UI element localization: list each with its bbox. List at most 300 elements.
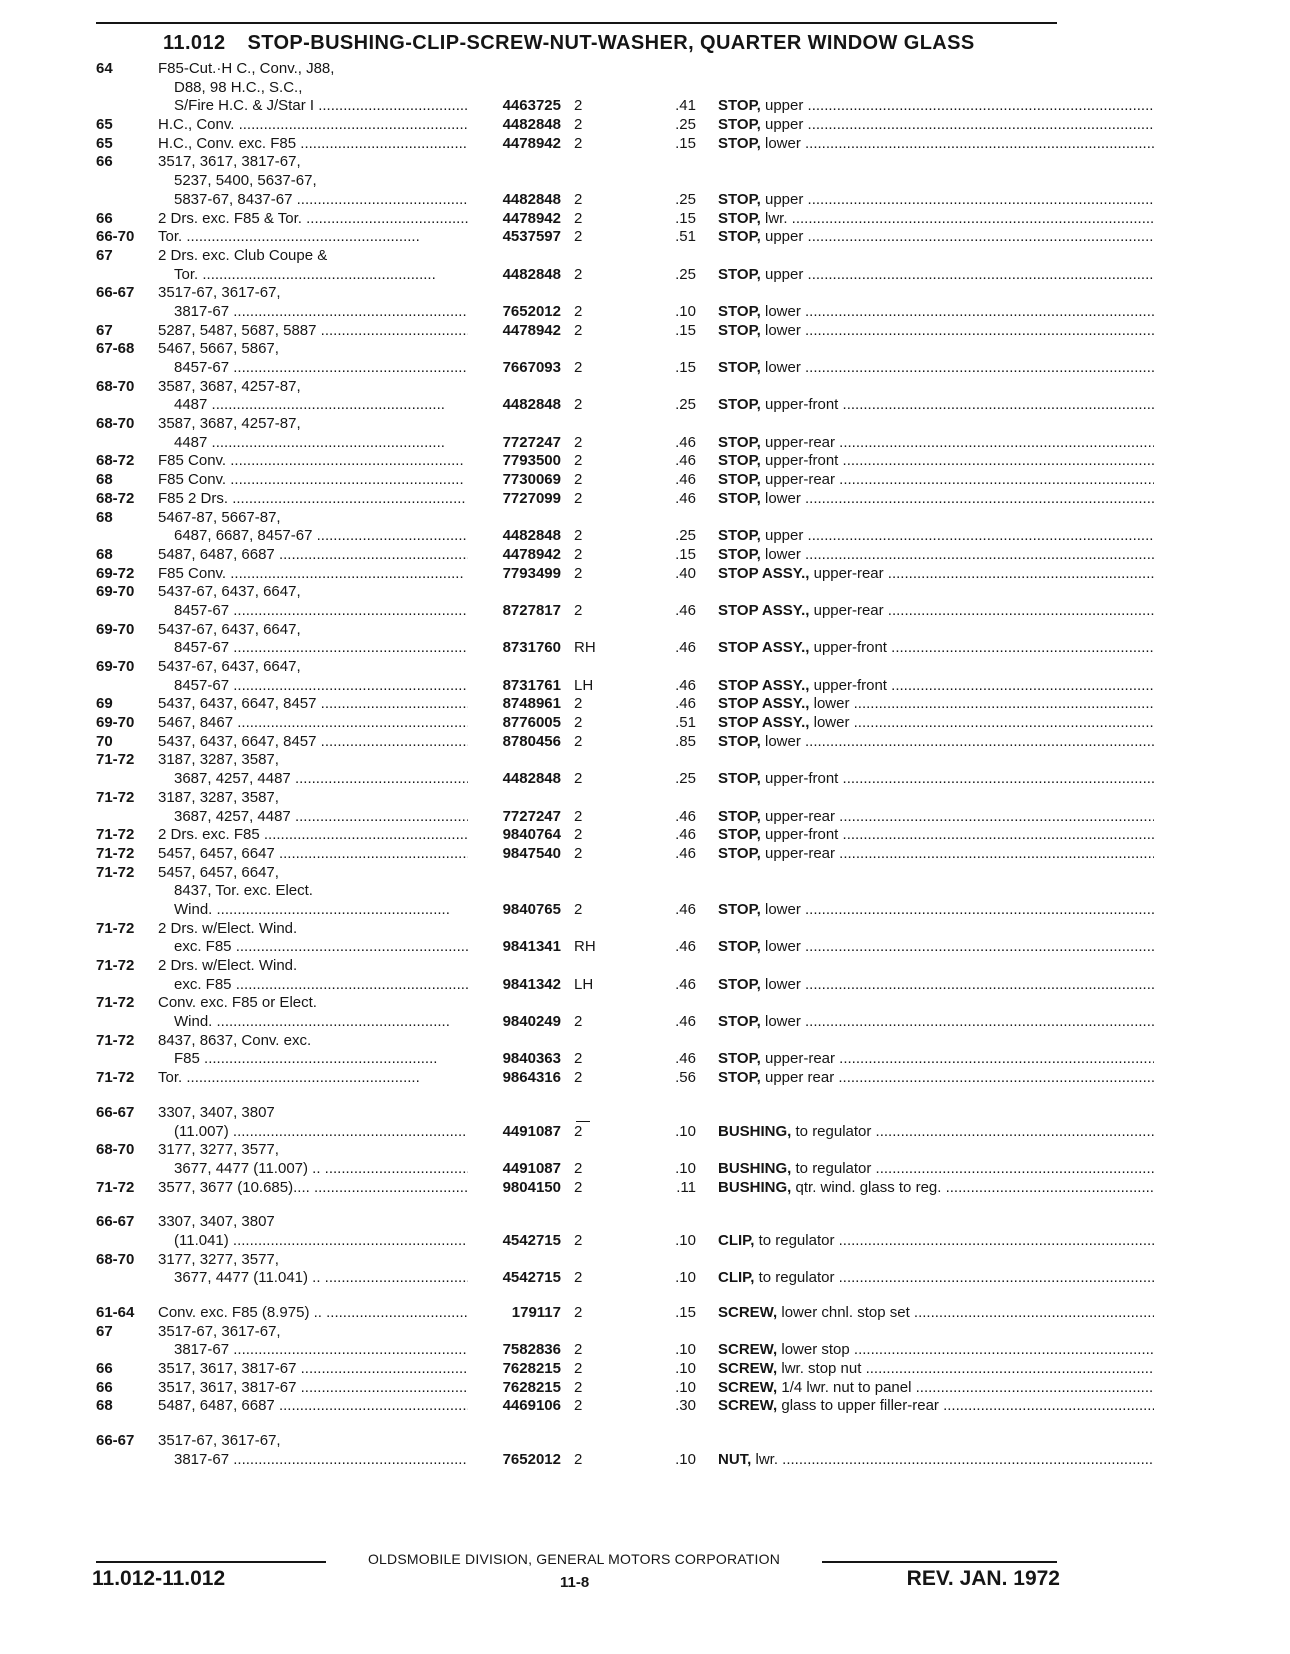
year-range: 64 xyxy=(96,60,113,77)
quantity: LH xyxy=(574,975,594,993)
part-name: STOP ASSY., xyxy=(718,564,810,582)
part-description xyxy=(718,1013,1154,1032)
model-application: 3187, 3287, 3587, xyxy=(158,788,279,806)
part-description xyxy=(718,938,1154,957)
part-number: 7793500 xyxy=(502,452,561,470)
year-range: 68-70 xyxy=(96,415,135,433)
part-name: BUSHING, xyxy=(718,1159,792,1177)
part-name: STOP, xyxy=(718,938,761,956)
year-range: 69-70 xyxy=(96,583,135,601)
quantity: 2 xyxy=(574,695,583,713)
year-range: 68-72 xyxy=(96,489,135,507)
part-detail: upper-rear xyxy=(760,433,836,451)
price: .10 xyxy=(675,302,696,320)
model-application: (11.041) ..... xyxy=(174,1232,468,1251)
table-row xyxy=(96,565,1061,584)
part-detail: lower xyxy=(760,1013,801,1031)
model-application: 4487 ..... xyxy=(174,396,468,415)
part-description xyxy=(718,1269,1154,1288)
quantity: 2 xyxy=(574,359,583,376)
quantity: 2 xyxy=(574,1341,583,1359)
model-application: 4487 ..... xyxy=(174,434,468,453)
part-description xyxy=(718,135,1154,154)
model-application: 5457, 6457, 6647 ..... xyxy=(158,845,468,864)
part-name: STOP, xyxy=(718,1050,761,1068)
price: .46 xyxy=(675,433,696,451)
part-detail: lower xyxy=(760,732,801,750)
part-number: 4491087 xyxy=(502,1122,561,1140)
model-application: 8457-67 ..... xyxy=(174,639,468,658)
table-row xyxy=(96,79,1061,98)
part-number: 9864316 xyxy=(502,1069,561,1087)
part-detail: lower xyxy=(760,489,801,507)
part-description xyxy=(718,1451,1154,1470)
model-application: 5437, 6437, 6647, 8457 ..... xyxy=(158,695,468,714)
quantity: 2 xyxy=(574,97,583,115)
table-row xyxy=(96,1069,1061,1088)
price: .15 xyxy=(675,209,696,227)
year-range: 66 xyxy=(96,1360,113,1378)
table-row xyxy=(96,97,1061,116)
part-description xyxy=(718,1160,1154,1179)
part-detail: upper-front xyxy=(760,452,839,470)
price: .46 xyxy=(675,826,696,844)
header-rule xyxy=(96,22,1057,24)
price: .11 xyxy=(676,1178,696,1196)
part-number: 4482848 xyxy=(502,265,561,283)
model-application: 8457-67 ..... xyxy=(174,602,468,621)
year-range: 70 xyxy=(96,732,113,750)
model-application: 3307, 3407, 3807 xyxy=(158,1213,275,1231)
model-application: 2 Drs. exc. F85 ..... xyxy=(158,826,468,845)
table-row xyxy=(96,1341,1061,1360)
part-detail: to regulator xyxy=(754,1269,835,1287)
model-application: 5437, 6437, 6647, 8457 ..... xyxy=(158,733,468,752)
table-row xyxy=(96,714,1061,733)
quantity: 2 xyxy=(574,321,583,339)
table-row xyxy=(96,434,1061,453)
quantity: 2 xyxy=(574,489,583,507)
part-name: STOP, xyxy=(718,807,761,825)
model-application: 3517-67, 3617-67, xyxy=(158,284,281,302)
quantity: 2 xyxy=(574,1159,583,1177)
part-number: 4478942 xyxy=(502,545,561,563)
part-number: 4478942 xyxy=(502,134,561,152)
part-number: 7730069 xyxy=(502,471,561,489)
part-name: STOP, xyxy=(718,209,761,227)
table-row xyxy=(96,490,1061,509)
quantity: 2 xyxy=(574,452,583,470)
table-row xyxy=(96,415,1061,434)
part-number: 4482848 xyxy=(502,770,561,788)
part-description xyxy=(718,322,1154,341)
part-description xyxy=(718,677,1154,696)
part-number: 9841342 xyxy=(502,975,561,993)
part-name: STOP, xyxy=(718,302,761,320)
table-row xyxy=(96,602,1061,621)
year-range: 68-70 xyxy=(96,1141,135,1159)
part-description xyxy=(718,210,1154,229)
year-range: 61-64 xyxy=(96,1304,135,1321)
part-name: STOP, xyxy=(718,396,761,414)
part-number: 7628215 xyxy=(502,1360,561,1378)
model-application: 3177, 3277, 3577, xyxy=(158,1141,279,1159)
part-name: STOP, xyxy=(718,190,761,208)
part-number: 9804150 xyxy=(502,1178,561,1196)
part-name: STOP ASSY., xyxy=(718,601,810,619)
part-number: 8731760 xyxy=(502,639,561,657)
part-number: 9840765 xyxy=(502,900,561,918)
part-description xyxy=(718,976,1154,995)
year-range: 66-70 xyxy=(96,228,135,246)
part-name: SCREW, xyxy=(718,1341,778,1359)
part-number: 7582836 xyxy=(502,1341,561,1359)
part-detail: upper-front xyxy=(760,826,839,844)
price: .46 xyxy=(675,489,696,507)
table-row xyxy=(96,901,1061,920)
price: .25 xyxy=(675,527,696,545)
table-row xyxy=(96,471,1061,490)
part-name: CLIP, xyxy=(718,1269,755,1287)
quantity: 2 xyxy=(574,1360,583,1378)
part-description xyxy=(718,191,1154,210)
part-description xyxy=(718,434,1154,453)
table-row xyxy=(96,1251,1061,1270)
quantity: 2 xyxy=(574,601,583,619)
price: .51 xyxy=(675,714,696,732)
model-application: 3517-67, 3617-67, xyxy=(158,1432,281,1450)
part-number: 4469106 xyxy=(502,1397,561,1415)
quantity: 2 xyxy=(574,1122,583,1140)
quantity: 2 xyxy=(574,209,583,227)
model-application: Conv. exc. F85 or Elect. xyxy=(158,994,317,1012)
model-application: 3677, 4477 (11.007) .. ..... xyxy=(174,1160,468,1179)
part-detail: upper-rear xyxy=(760,844,836,862)
table-row xyxy=(96,135,1061,154)
price: .10 xyxy=(675,1269,696,1287)
part-name: STOP, xyxy=(718,228,761,246)
model-application: 8437, 8637, Conv. exc. xyxy=(158,1031,312,1049)
part-detail: upper xyxy=(760,527,804,545)
table-row xyxy=(96,340,1061,359)
price: .30 xyxy=(675,1397,696,1415)
part-name: STOP, xyxy=(718,770,761,788)
table-row xyxy=(96,1269,1061,1288)
part-description xyxy=(718,452,1154,471)
quantity: 2 xyxy=(574,732,583,750)
part-name: SCREW, xyxy=(718,1397,778,1415)
year-range: 71-72 xyxy=(96,1178,135,1196)
part-description xyxy=(718,826,1154,845)
quantity: 2 xyxy=(574,116,583,134)
model-application: F85 ..... xyxy=(174,1050,468,1069)
table-row xyxy=(96,378,1061,397)
part-number: 7628215 xyxy=(502,1378,561,1396)
price: .46 xyxy=(675,1013,696,1031)
part-number: 179117 xyxy=(511,1304,561,1321)
footer-corporation: OLDSMOBILE DIVISION, GENERAL MOTORS CORPORATION xyxy=(367,1551,781,1567)
price: .46 xyxy=(675,471,696,489)
section-title: STOP-BUSHING-CLIP-SCREW-NUT-WASHER, QUARTER WINDOW GLASS xyxy=(247,32,975,54)
table-row xyxy=(96,808,1061,827)
part-description xyxy=(718,490,1154,509)
model-application: 3687, 4257, 4487 ..... xyxy=(174,770,468,789)
model-application: 5837-67, 8437-67 ..... xyxy=(174,191,468,210)
part-description xyxy=(718,228,1154,247)
table-row xyxy=(96,658,1061,677)
quantity: 2 xyxy=(574,826,583,844)
model-application: H.C., Conv. exc. F85 ..... xyxy=(158,135,468,154)
model-application: 3177, 3277, 3577, xyxy=(158,1250,279,1268)
table-row xyxy=(96,677,1061,696)
model-application: 3687, 4257, 4487 ..... xyxy=(174,808,468,827)
part-detail: qtr. wind. glass to reg. xyxy=(791,1178,942,1196)
handwritten-dash-mark xyxy=(576,1121,590,1122)
part-name: STOP, xyxy=(718,975,761,993)
price: .10 xyxy=(675,1450,696,1468)
year-range: 71-72 xyxy=(96,994,135,1012)
model-application: 8437, Tor. exc. Elect. xyxy=(174,882,313,900)
model-application: 3577, 3677 (10.685).... ..... xyxy=(158,1179,468,1198)
part-name: STOP, xyxy=(718,1069,761,1087)
model-application: (11.007) ..... xyxy=(174,1123,468,1142)
model-application: Wind. ..... xyxy=(174,1013,468,1032)
part-name: SCREW, xyxy=(718,1304,778,1321)
table-row xyxy=(96,1323,1061,1342)
part-number: 4542715 xyxy=(502,1231,561,1249)
footer-section-range: 11.012-11.012 xyxy=(92,1567,226,1590)
part-name: STOP, xyxy=(718,527,761,545)
part-description xyxy=(718,714,1154,733)
quantity: 2 xyxy=(574,900,583,918)
year-range: 67 xyxy=(96,246,113,264)
part-description xyxy=(718,396,1154,415)
part-description xyxy=(718,116,1154,135)
price: .10 xyxy=(675,1341,696,1359)
part-name: STOP, xyxy=(718,359,761,376)
part-description xyxy=(718,1341,1154,1360)
model-application: 3517, 3617, 3817-67 ..... xyxy=(158,1379,468,1398)
part-name: STOP ASSY., xyxy=(718,714,810,732)
part-detail: to regulator xyxy=(791,1159,872,1177)
part-description xyxy=(718,546,1154,565)
part-number: 9840249 xyxy=(502,1013,561,1031)
part-detail: upper-front xyxy=(809,639,887,657)
quantity: 2 xyxy=(574,228,583,246)
part-name: STOP ASSY., xyxy=(718,639,810,657)
price: .15 xyxy=(675,134,696,152)
year-range: 69-70 xyxy=(96,620,135,638)
part-description xyxy=(718,1397,1154,1416)
quantity: 2 xyxy=(574,1397,583,1415)
table-row xyxy=(96,639,1061,658)
part-name: BUSHING, xyxy=(718,1122,792,1140)
price: .10 xyxy=(675,1231,696,1249)
model-application: 6487, 6687, 8457-67 ..... xyxy=(174,527,468,546)
part-detail: upper xyxy=(760,228,804,246)
year-range: 68-72 xyxy=(96,452,135,470)
model-application: 5437-67, 6437, 6647, xyxy=(158,620,301,638)
table-row xyxy=(96,957,1061,976)
footer-rule-left xyxy=(96,1561,326,1563)
part-name: STOP, xyxy=(718,1013,761,1031)
part-detail: 1/4 lwr. nut to panel xyxy=(777,1378,912,1396)
model-application: 8457-67 ..... xyxy=(174,677,468,696)
part-detail: upper-front xyxy=(809,676,887,694)
price: .10 xyxy=(675,1378,696,1396)
part-detail: upper xyxy=(760,265,804,283)
part-name: STOP, xyxy=(718,321,761,339)
year-range: 66 xyxy=(96,153,113,171)
table-row xyxy=(96,695,1061,714)
part-description xyxy=(718,1179,1154,1198)
part-detail: lower xyxy=(760,302,801,320)
price: .15 xyxy=(675,545,696,563)
table-row xyxy=(96,826,1061,845)
part-name: STOP, xyxy=(718,116,761,134)
quantity: LH xyxy=(574,676,594,694)
table-row xyxy=(96,845,1061,864)
year-range: 69-72 xyxy=(96,564,135,582)
quantity: RH xyxy=(574,639,596,657)
model-application: Tor. ..... xyxy=(158,1069,468,1088)
part-description xyxy=(718,1123,1154,1142)
model-application: 2 Drs. w/Elect. Wind. xyxy=(158,919,298,937)
part-detail: lwr. stop nut xyxy=(777,1360,862,1378)
table-row xyxy=(96,1360,1061,1379)
model-application: 2 Drs. w/Elect. Wind. xyxy=(158,957,298,974)
year-range: 69-70 xyxy=(96,658,135,675)
footer-rule-right xyxy=(822,1561,1057,1563)
part-number: 9840363 xyxy=(502,1050,561,1068)
table-row xyxy=(96,116,1061,135)
price: .46 xyxy=(675,975,696,993)
part-description xyxy=(718,733,1154,752)
table-row xyxy=(96,1179,1061,1198)
year-range: 66 xyxy=(96,1378,113,1396)
model-application: 5487, 6487, 6687 ..... xyxy=(158,546,468,565)
part-number: 4491087 xyxy=(502,1159,561,1177)
model-application: 3817-67 ..... xyxy=(174,303,468,322)
model-application: Tor. ..... xyxy=(158,228,468,247)
part-description xyxy=(718,1069,1154,1088)
year-range: 65 xyxy=(96,116,113,134)
part-description xyxy=(718,97,1154,116)
group-spacer xyxy=(96,1197,1061,1213)
part-number: 7727247 xyxy=(502,807,561,825)
model-application: 3517, 3617, 3817-67 ..... xyxy=(158,1360,468,1379)
model-application: 5237, 5400, 5637-67, xyxy=(174,172,317,190)
quantity: 2 xyxy=(574,1304,583,1321)
table-row xyxy=(96,621,1061,640)
part-name: STOP, xyxy=(718,265,761,283)
quantity: 2 xyxy=(574,714,583,732)
part-description xyxy=(718,1360,1154,1379)
group-spacer xyxy=(96,1416,1061,1432)
part-number: 7667093 xyxy=(502,359,561,376)
part-detail: upper-rear xyxy=(809,564,884,582)
table-row xyxy=(96,228,1061,247)
year-range: 69 xyxy=(96,695,113,713)
price: .10 xyxy=(675,1122,696,1140)
part-number: 4482848 xyxy=(502,116,561,134)
part-number: 4482848 xyxy=(502,190,561,208)
model-application: exc. F85 ..... xyxy=(174,976,468,995)
model-application: 3587, 3687, 4257-87, xyxy=(158,377,301,395)
price: .46 xyxy=(675,938,696,956)
part-name: STOP, xyxy=(718,489,761,507)
part-number: 4478942 xyxy=(502,209,561,227)
part-name: NUT, xyxy=(718,1450,752,1468)
table-row xyxy=(96,976,1061,995)
model-application: 3587, 3687, 4257-87, xyxy=(158,415,301,433)
part-detail: lower xyxy=(760,900,801,918)
part-description xyxy=(718,695,1154,714)
quantity: 2 xyxy=(574,807,583,825)
price: .85 xyxy=(675,732,696,750)
year-range: 71-72 xyxy=(96,1031,135,1049)
quantity: 2 xyxy=(574,545,583,563)
year-range: 71-72 xyxy=(96,1069,135,1087)
price: .46 xyxy=(675,807,696,825)
part-detail: lower xyxy=(760,545,801,563)
part-number: 4537597 xyxy=(502,228,561,246)
part-description xyxy=(718,1379,1154,1398)
quantity: 2 xyxy=(574,190,583,208)
table-row xyxy=(96,266,1061,285)
part-description xyxy=(718,303,1154,322)
part-name: STOP, xyxy=(718,545,761,563)
part-description xyxy=(718,602,1154,621)
model-application: 2 Drs. exc. Club Coupe & xyxy=(158,246,328,264)
quantity: 2 xyxy=(574,770,583,788)
part-number: 8780456 xyxy=(502,732,561,750)
group-spacer xyxy=(96,1088,1061,1104)
model-application: 5467, 5667, 5867, xyxy=(158,340,279,358)
price: .15 xyxy=(675,321,696,339)
model-application: 3517, 3617, 3817-67, xyxy=(158,153,301,171)
part-name: STOP, xyxy=(718,97,761,115)
part-name: CLIP, xyxy=(718,1231,755,1249)
part-name: STOP, xyxy=(718,134,761,152)
year-range: 68 xyxy=(96,508,113,526)
table-row xyxy=(96,1213,1061,1232)
part-detail: upper xyxy=(760,116,804,134)
part-detail: upper-rear xyxy=(760,807,836,825)
part-number: 8731761 xyxy=(502,676,561,694)
table-row xyxy=(96,882,1061,901)
table-row xyxy=(96,210,1061,229)
part-detail: to regulator xyxy=(754,1231,835,1249)
model-application: F85 Conv. ..... xyxy=(158,471,468,490)
part-description xyxy=(718,1050,1154,1069)
part-detail: lower xyxy=(760,359,801,376)
model-application: Wind. ..... xyxy=(174,901,468,920)
part-detail: lower xyxy=(760,134,801,152)
part-detail: upper xyxy=(760,190,804,208)
part-number: 9841341 xyxy=(502,938,561,956)
part-detail: upper xyxy=(760,97,804,115)
part-name: STOP ASSY., xyxy=(718,676,810,694)
table-row xyxy=(96,994,1061,1013)
year-range: 68 xyxy=(96,545,113,563)
year-range: 65 xyxy=(96,134,113,152)
part-detail: upper-rear xyxy=(760,1050,836,1068)
price: .56 xyxy=(675,1069,696,1087)
part-description xyxy=(718,808,1154,827)
model-application: 8457-67 ..... xyxy=(174,359,468,378)
table-row xyxy=(96,452,1061,471)
